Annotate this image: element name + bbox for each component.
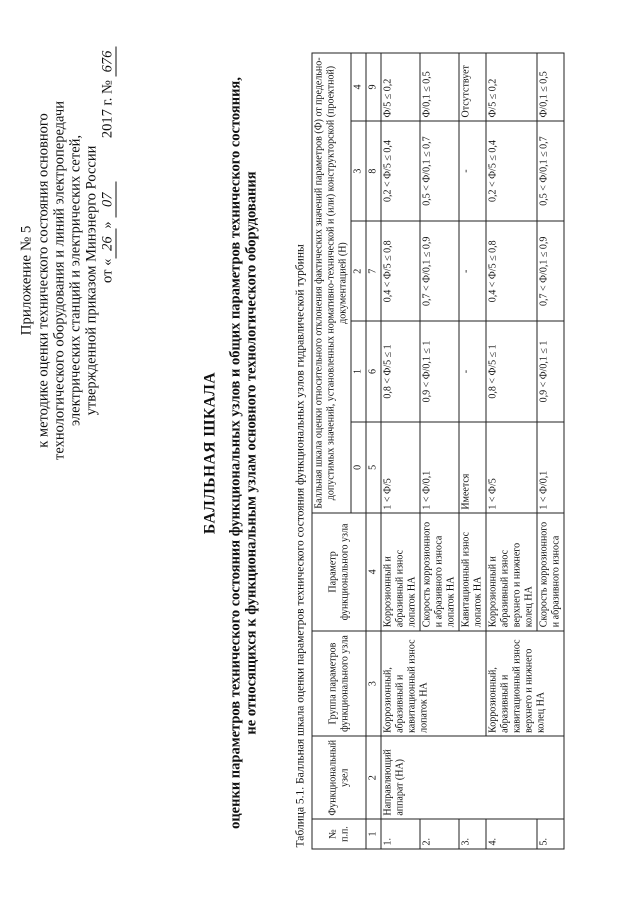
row-num: 2.: [420, 819, 459, 849]
header-score: 4: [351, 53, 366, 121]
parameter: Скорость коррозионного и абразивного износа лопаток НА: [420, 513, 459, 631]
row-num: 4.: [486, 819, 537, 849]
column-number: 3: [366, 630, 381, 736]
table-row: [381, 53, 420, 849]
score-1: 0,9 < Ф/0,1 ≤ 1: [420, 321, 459, 421]
scoring-table: [311, 52, 564, 849]
parameter: Кавитационный износ лопаток НА: [459, 513, 486, 631]
score-2: 0,4 < Ф/5 ≤ 0,8: [381, 221, 420, 321]
score-4: Ф/5 ≤ 0,2: [381, 53, 420, 121]
column-number: 4: [366, 513, 381, 631]
header-group: Группа параметров функционального узла: [312, 630, 366, 736]
column-number: 9: [366, 53, 381, 121]
score-0: 1 < Ф/5: [381, 421, 420, 512]
parameter: Коррозионный и абразивный износ верхнего и нижнего колец НА: [486, 513, 537, 631]
functional-unit: Направляющий аппарат (НА): [381, 736, 564, 819]
score-4: Отсутствует: [459, 53, 486, 121]
appendix-line: утвержденной приказом Минэнерго России: [83, 145, 99, 415]
score-3: -: [459, 120, 486, 220]
score-1: -: [459, 321, 486, 421]
table-row: [486, 53, 537, 849]
order-prefix: от «: [99, 258, 115, 283]
column-number: 1: [366, 819, 381, 849]
score-1: 0,8 < Ф/5 ≤ 1: [486, 321, 537, 421]
score-3: 0,5 < Ф/0,1 ≤ 0,7: [537, 120, 564, 220]
score-3: 0,2 < Ф/5 ≤ 0,4: [486, 120, 537, 220]
order-day: 26: [99, 228, 116, 258]
parameter-group: Коррозионный, абразивный и кавитационный износ верхнего и нижнего колец НА: [486, 630, 564, 736]
score-3: 0,5 < Ф/0,1 ≤ 0,7: [420, 120, 459, 220]
appendix-block: [18, 40, 116, 520]
score-3: 0,2 < Ф/5 ≤ 0,4: [381, 120, 420, 220]
order-year: 2017 г. №: [99, 79, 115, 138]
score-1: 0,9 < Ф/0,1 ≤ 1: [537, 321, 564, 421]
header-score: 0: [351, 421, 366, 512]
header-unit: Функциональный узел: [312, 736, 366, 819]
column-number: 6: [366, 321, 381, 421]
order-mid: »: [99, 220, 115, 229]
header-num: № п.п.: [312, 819, 366, 849]
header-score: 2: [351, 221, 366, 321]
column-number: 8: [366, 120, 381, 220]
column-number: 7: [366, 221, 381, 321]
header-score: 3: [351, 120, 366, 220]
heading-title: БАЛЛЬНАЯ ШКАЛА: [201, 371, 218, 534]
score-0: 1 < Ф/0,1: [537, 421, 564, 512]
header-score: 1: [351, 321, 366, 421]
score-2: 0,4 < Ф/5 ≤ 0,8: [486, 221, 537, 321]
order-number: 676: [99, 46, 116, 76]
appendix-line: к методике оценки технического состояния основного: [35, 112, 51, 448]
score-0: 1 < Ф/5: [486, 421, 537, 512]
table-caption: Таблица 5.1. Балльная шкала оценки параметров технического состояния функциональных узлов гидравлической турбины: [294, 243, 306, 847]
order-reference: [99, 40, 116, 520]
score-2: -: [459, 221, 486, 321]
score-4: Ф/0,1 ≤ 0,5: [420, 53, 459, 121]
appendix-line: технологического оборудования и линий электропередачи: [51, 100, 67, 460]
score-0: Имеется: [459, 421, 486, 512]
order-month: 07: [99, 181, 116, 217]
parameter: Коррозионный и абразивный износ лопаток НА: [381, 513, 420, 631]
score-4: Ф/0,1 ≤ 0,5: [537, 53, 564, 121]
heading-line: не относящихся к функциональным узлам основного технологического оборудования: [243, 170, 259, 735]
appendix-title: Приложение № 5: [18, 225, 34, 335]
score-2: 0,7 < Ф/0,1 ≤ 0,9: [420, 221, 459, 321]
column-number: 2: [366, 736, 381, 819]
parameter: Скорость коррозионного и абразивного износа: [537, 513, 564, 631]
score-0: 1 < Ф/0,1: [420, 421, 459, 512]
row-num: 1.: [381, 819, 420, 849]
header-scale: Балльная шкала оценки относительного отклонения фактических значений параметров (Ф) от предельно-допустимых значений, установленных нормативно-технической и (или) конструкторской (проектной) документацией (Н): [312, 53, 351, 513]
row-num: 5.: [537, 819, 564, 849]
column-number: 5: [366, 421, 381, 512]
header-param: Параметр функционального узла: [312, 513, 366, 631]
row-num: 3.: [459, 819, 486, 849]
heading-line: оценки параметров технического состояния функциональных узлов и общих параметров технического состояния,: [227, 76, 243, 829]
score-1: 0,8 < Ф/5 ≤ 1: [381, 321, 420, 421]
parameter-group: Коррозионный, абразивный и кавитационный износ лопаток НА: [381, 630, 486, 736]
score-4: Ф/5 ≤ 0,2: [486, 53, 537, 121]
document-heading: [202, 0, 259, 905]
score-2: 0,7 < Ф/0,1 ≤ 0,9: [537, 221, 564, 321]
appendix-line: электрических станций и электрических сетей,: [67, 134, 83, 426]
